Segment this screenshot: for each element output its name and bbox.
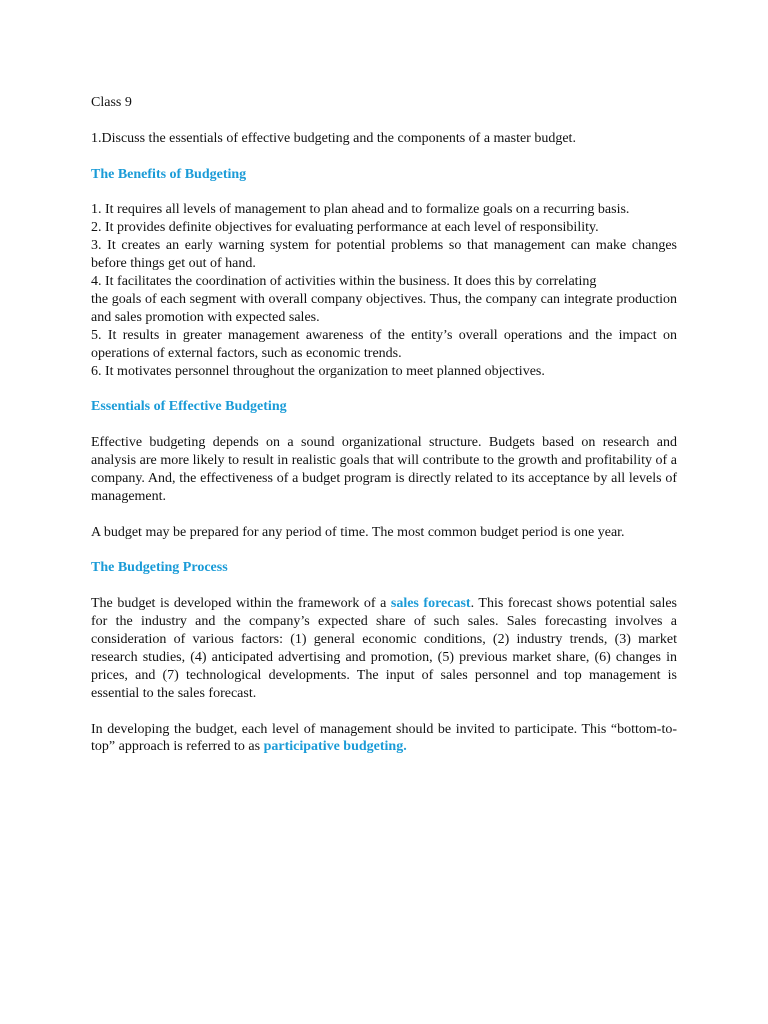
process-p2-after: . <box>403 739 407 755</box>
budget-period-paragraph: A budget may be prepared for any period of time. The most common budget period is one year. <box>91 524 625 540</box>
benefits-heading: The Benefits of Budgeting <box>91 166 247 182</box>
class-label: Class 9 <box>91 95 132 110</box>
process-paragraph-1 <box>91 595 677 702</box>
question-text: 1.Discuss the essentials of effective budgeting and the components of a master budget. <box>91 130 576 146</box>
essentials-paragraph: Effective budgeting depends on a sound organizational structure. Budgets based on research and analysis are more likely to result in realistic goals that will contribute to the growth and profitability of a company. And, the effectiveness of a budget program is directly related to its acceptance by all levels of management. <box>91 435 677 504</box>
essentials-heading: Essentials of Effective Budgeting <box>91 399 287 415</box>
process-paragraph-2 <box>91 721 677 757</box>
benefit-item-continued: the goals of each segment with overall company objectives. Thus, the company can integrate production and sales promotion with expected sales. <box>91 291 677 325</box>
benefit-item: 5. It results in greater management awareness of the entity’s overall operations and the impact on operations of external factors, such as economic trends. <box>91 327 677 361</box>
benefit-item: 3. It creates an early warning system for potential problems so that management can make changes before things get out of hand. <box>91 238 677 272</box>
sales-forecast-term: sales forecast <box>390 596 471 612</box>
participative-budgeting-term: participative budgeting <box>263 739 404 755</box>
benefit-item: 6. It motivates personnel throughout the organization to meet planned objectives. <box>91 363 545 379</box>
benefit-item: 1. It requires all levels of management to plan ahead and to formalize goals on a recurring basis. <box>91 202 630 218</box>
document-content <box>91 94 677 756</box>
benefits-list <box>91 201 677 380</box>
benefit-item: 4. It facilitates the coordination of activities within the business. It does this by correlating <box>91 274 597 290</box>
process-p1-before: The budget is developed within the framework of a <box>91 596 391 612</box>
process-heading: The Budgeting Process <box>91 560 228 576</box>
benefit-item: 2. It provides definite objectives for evaluating performance at each level of responsibility. <box>91 220 599 236</box>
process-p1-after: . This forecast shows potential sales for the industry and the company’s expected share of such sales. Sales forecasting involves a consideration of various factors: (1) general economic conditions, (2) industry trends, (3) market research studies, (4) anticipated advertising and promotion, (5) previous market share, (6) changes in prices, and (7) technological developments. The input of sales personnel and top management is essential to the sales forecast. <box>91 596 677 701</box>
process-p2-before: In developing the budget, each level of management should be invited to participate. This “bottom-to-top” approach is referred to as <box>91 721 677 755</box>
